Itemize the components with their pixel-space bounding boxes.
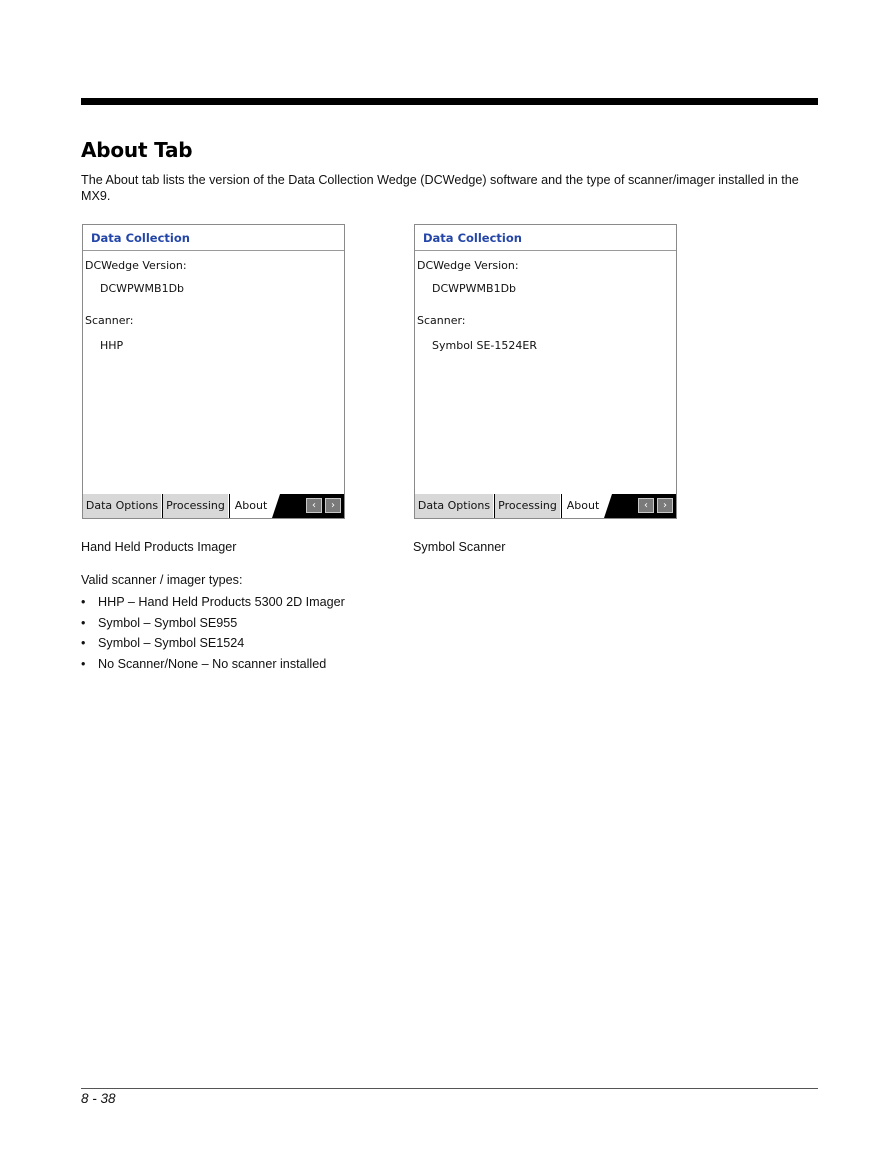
tab-bar	[415, 494, 676, 518]
bullet: •	[81, 595, 86, 609]
bullet: •	[81, 615, 86, 630]
chevron-right-icon[interactable]: ›	[657, 498, 673, 513]
types-heading: Valid scanner / imager types:	[81, 573, 243, 587]
scanner-value: HHP	[100, 339, 124, 352]
list-item	[81, 616, 345, 637]
list-item-text: Symbol – Symbol SE955	[98, 615, 238, 630]
tab-processing[interactable]: Processing	[163, 494, 229, 518]
scanner-value: Symbol SE-1524ER	[432, 339, 537, 352]
scanner-label: Scanner:	[417, 314, 466, 327]
chevron-left-icon[interactable]: ‹	[638, 498, 654, 513]
version-value: DCWPWMB1Db	[432, 282, 517, 295]
tab-processing[interactable]: Processing	[495, 494, 561, 518]
bottom-rule	[81, 1088, 818, 1089]
tab-data-options[interactable]: Data Options	[83, 494, 162, 518]
list-item-text: Symbol – Symbol SE1524	[98, 636, 245, 650]
section-title: About Tab	[81, 138, 193, 162]
screen-header: Data Collection	[83, 225, 344, 251]
version-label: DCWedge Version:	[85, 259, 187, 272]
chevron-left-icon[interactable]: ‹	[306, 498, 322, 513]
caption-symbol: Symbol Scanner	[413, 540, 506, 554]
screen-symbol	[414, 224, 677, 519]
screen-header: Data Collection	[415, 225, 676, 251]
list-item	[81, 595, 345, 616]
version-value: DCWPWMB1Db	[100, 282, 185, 295]
screen-hhp	[82, 224, 345, 519]
tab-about[interactable]: About	[562, 494, 604, 518]
chevron-right-icon[interactable]: ›	[325, 498, 341, 513]
tab-about[interactable]: About	[230, 494, 272, 518]
list-item-text: No Scanner/None – No scanner installed	[98, 656, 327, 671]
list-item-text: HHP – Hand Held Products 5300 2D Imager	[98, 595, 345, 609]
version-label: DCWedge Version:	[417, 259, 519, 272]
intro-paragraph: The About tab lists the version of the Data Collection Wedge (DCWedge) software and the type of scanner/imager installed in the MX9.	[81, 173, 799, 203]
top-rule	[81, 98, 818, 105]
list-item	[81, 636, 345, 657]
caption-hhp: Hand Held Products Imager	[81, 540, 237, 554]
type-list	[81, 595, 345, 677]
list-item	[81, 657, 345, 678]
scanner-label: Scanner:	[85, 314, 134, 327]
page-number: 8 - 38	[81, 1091, 116, 1106]
bullet: •	[81, 656, 86, 671]
tab-data-options[interactable]: Data Options	[415, 494, 494, 518]
tab-bar	[83, 494, 344, 518]
bullet: •	[81, 636, 86, 650]
